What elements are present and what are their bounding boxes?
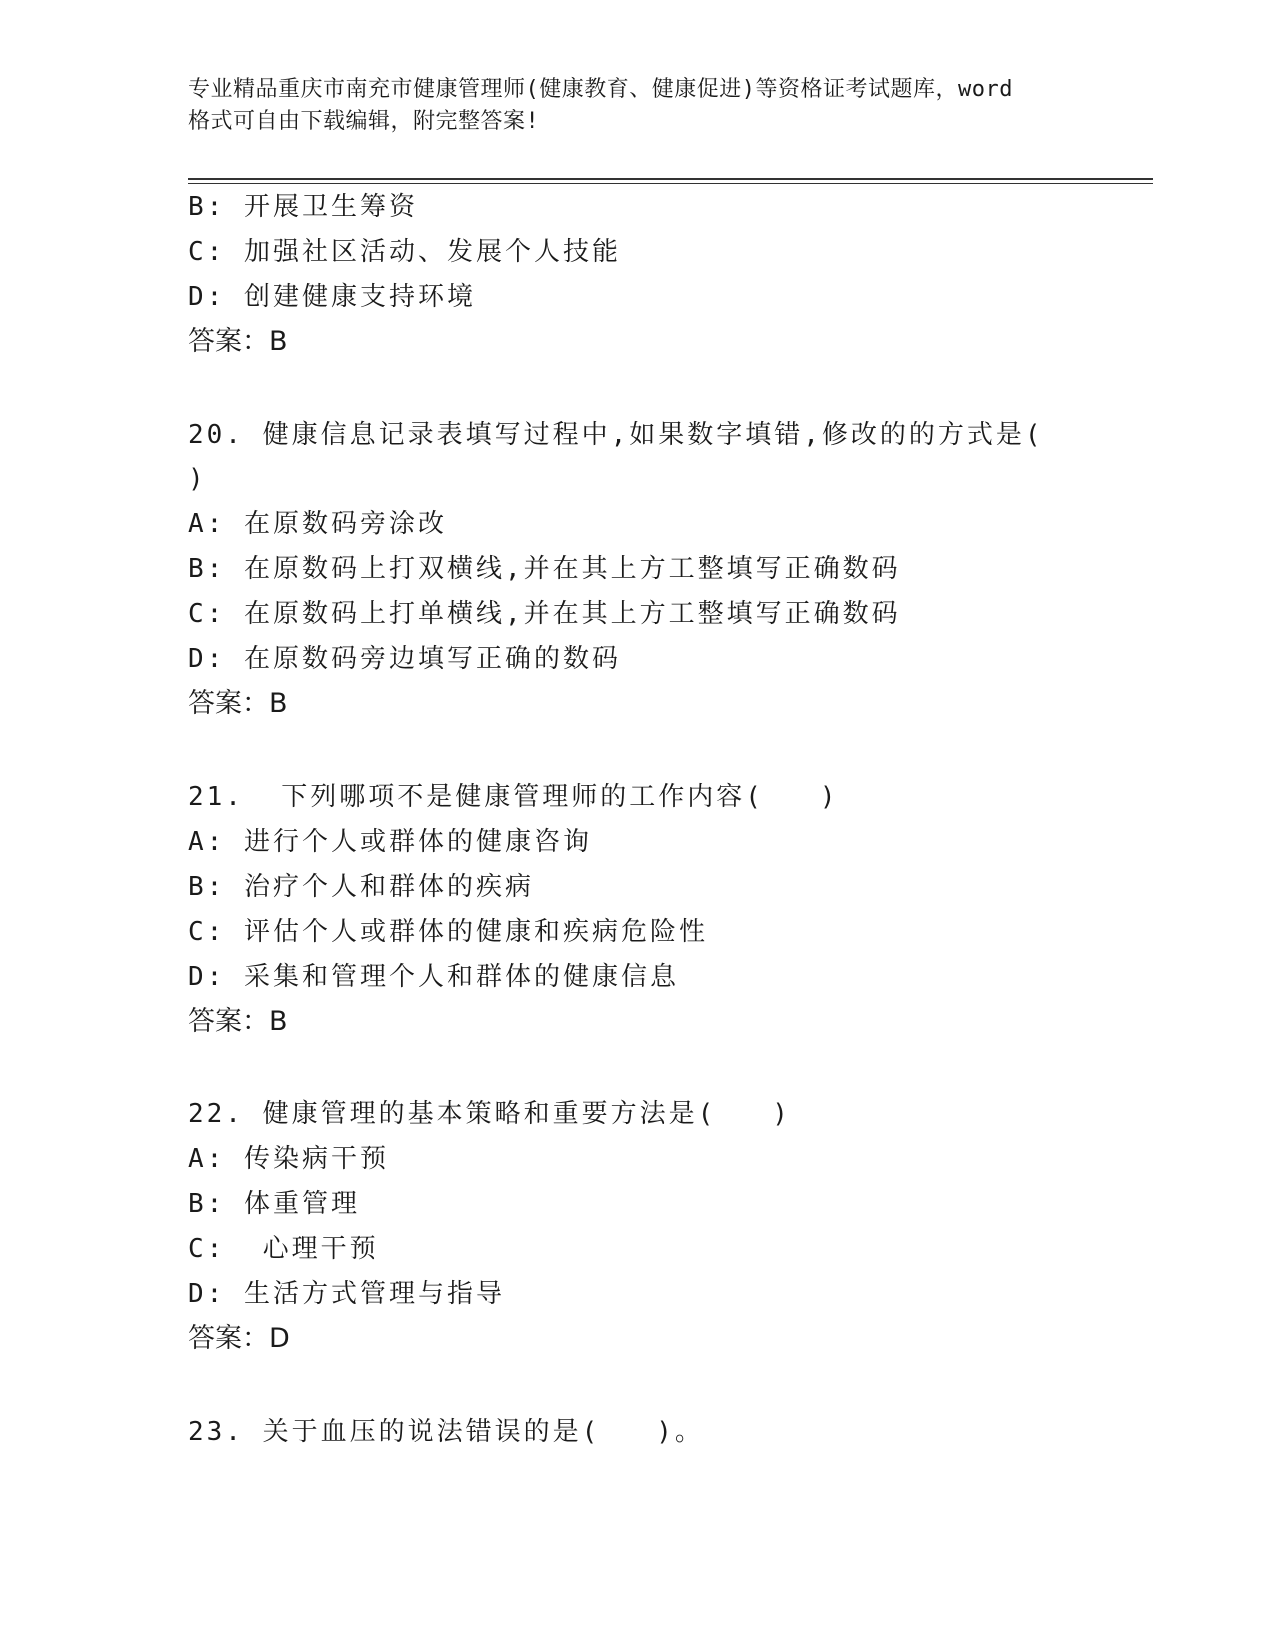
q20-option-a: A: 在原数码旁涂改: [188, 509, 447, 539]
q19-option-c: C: 加强社区活动、发展个人技能: [188, 237, 621, 267]
q22-answer: 答案：D: [188, 1323, 290, 1354]
q20-answer: 答案：B: [188, 688, 288, 719]
q21-option-c: C: 评估个人或群体的健康和疾病危险性: [188, 917, 708, 947]
q20-option-c: C: 在原数码上打单横线,并在其上方工整填写正确数码: [188, 599, 901, 629]
q20-stem-line-2: ): [188, 464, 207, 494]
q23-stem: 23. 关于血压的说法错误的是( )。: [188, 1417, 704, 1447]
q19-option-d: D: 创建健康支持环境: [188, 282, 476, 312]
q22-option-d: D: 生活方式管理与指导: [188, 1279, 505, 1309]
q19-option-b: B: 开展卫生筹资: [188, 192, 418, 222]
q19-answer: 答案：B: [188, 326, 288, 357]
q21-option-b: B: 治疗个人和群体的疾病: [188, 872, 534, 902]
header-line-2: 格式可自由下载编辑，附完整答案!: [188, 109, 540, 134]
q20-stem-line-1: 20. 健康信息记录表填写过程中,如果数字填错,修改的的方式是(: [188, 420, 1044, 450]
q22-option-c: C: 心理干预: [188, 1234, 379, 1264]
q21-option-d: D: 采集和管理个人和群体的健康信息: [188, 962, 679, 992]
document-header: [188, 74, 1088, 138]
q22-option-a: A: 传染病干预: [188, 1144, 389, 1174]
q22-stem: 22. 健康管理的基本策略和重要方法是( ): [188, 1099, 791, 1129]
header-divider-thin: [188, 183, 1153, 184]
q22-option-b: B: 体重管理: [188, 1189, 360, 1219]
header-line-1: 专业精品重庆市南充市健康管理师(健康教育、健康促进)等资格证考试题库，word: [188, 77, 1013, 102]
header-divider-thick: [188, 178, 1153, 180]
q21-answer: 答案：B: [188, 1006, 288, 1037]
q20-option-b: B: 在原数码上打双横线,并在其上方工整填写正确数码: [188, 554, 901, 584]
q21-stem: 21. 下列哪项不是健康管理师的工作内容( ): [188, 782, 839, 812]
q21-option-a: A: 进行个人或群体的健康咨询: [188, 827, 592, 857]
q20-option-d: D: 在原数码旁边填写正确的数码: [188, 644, 621, 674]
